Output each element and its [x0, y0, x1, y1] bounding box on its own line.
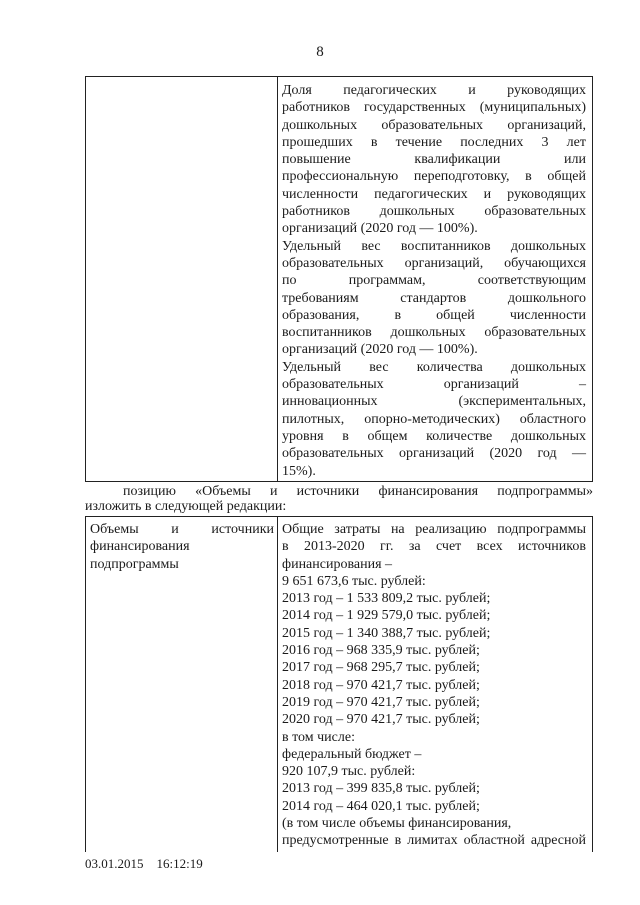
funding-table: [85, 516, 593, 852]
funding-text: [282, 521, 586, 850]
funding-position-label: [90, 521, 274, 573]
text-line: 2017 год – 968 295,7 тыс. рублей;: [282, 660, 480, 676]
indicators-table: [85, 76, 593, 482]
text-line: Объемы и источники: [90, 522, 274, 537]
text-line: работников государственных (муниципальных): [282, 100, 586, 116]
text-line: Общие затраты на реализацию подпрограммы: [282, 522, 586, 537]
text-line: инновационных (экспериментальных,: [282, 394, 586, 410]
text-line: 2013 год – 399 835,8 тыс. рублей;: [282, 781, 480, 797]
footer-date: 03.01.2015: [85, 856, 144, 871]
table-column-divider: [277, 517, 278, 852]
text-line: образовательных организаций (2020 год —: [282, 446, 586, 462]
page-number: 8: [316, 44, 324, 60]
text-line: 920 107,9 тыс. рублей:: [282, 764, 416, 780]
text-line: подпрограммы: [90, 556, 179, 572]
text-line: Удельный вес количества дошкольных: [282, 359, 586, 375]
text-line: воспитанников дошкольных образовательных: [282, 325, 586, 341]
text-line: повышение квалификации или: [282, 152, 586, 168]
amendment-intro-line-2: изложить в следующей редакции:: [85, 499, 287, 514]
text-line: организаций (2020 год — 100%).: [282, 342, 478, 358]
text-line: образовательных организаций, обучающихся: [282, 255, 586, 271]
text-line: 2016 год – 968 335,9 тыс. рублей;: [282, 643, 480, 659]
text-line: уровня в общем количестве дошкольных: [282, 428, 586, 444]
text-line: в том числе:: [282, 729, 355, 745]
text-line: пилотных, опорно-методических) областного: [282, 411, 586, 427]
text-line: 9 651 673,6 тыс. рублей:: [282, 573, 426, 589]
amendment-intro-line-1: позицию «Объемы и источники финансирования подпрограммы»: [123, 484, 593, 499]
indicators-text: [282, 82, 586, 480]
text-line: 2020 год – 970 421,7 тыс. рублей;: [282, 712, 480, 728]
text-line: в 2013-2020 гг. за счет всех источников: [282, 539, 586, 555]
text-line: федеральный бюджет –: [282, 746, 422, 762]
text-line: (в том числе объемы финансирования,: [282, 816, 512, 832]
text-line: образовательных организаций –: [282, 377, 586, 393]
text-line: Удельный вес воспитанников дошкольных: [282, 238, 586, 254]
text-line: 2018 год – 970 421,7 тыс. рублей;: [282, 677, 480, 693]
text-line: образования, в общей численности: [282, 307, 586, 323]
print-timestamp: [85, 856, 203, 872]
footer-time: 16:12:19: [156, 856, 203, 871]
text-line: предусмотренные в лимитах областной адресной: [282, 833, 586, 849]
text-line: по программам, соответствующим: [282, 273, 586, 289]
text-line: организаций (2020 год — 100%).: [282, 221, 478, 237]
text-line: 2019 год – 970 421,7 тыс. рублей;: [282, 694, 480, 710]
text-line: финансирования: [90, 539, 190, 555]
table-column-divider: [277, 77, 278, 481]
text-line: 15%).: [282, 463, 316, 479]
text-line: численности педагогических и руководящих: [282, 186, 586, 202]
text-line: 2014 год – 464 020,1 тыс. рублей;: [282, 798, 480, 814]
text-line: 2013 год – 1 533 809,2 тыс. рублей;: [282, 591, 491, 607]
amendment-intro: [85, 484, 593, 514]
text-line: профессиональную переподготовку, в общей: [282, 169, 586, 185]
text-line: Доля педагогических и руководящих: [282, 83, 586, 98]
text-line: финансирования –: [282, 556, 393, 572]
text-line: 2014 год – 1 929 579,0 тыс. рублей;: [282, 608, 491, 624]
text-line: работников дошкольных образовательных: [282, 204, 586, 220]
text-line: требованиям стандартов дошкольного: [282, 290, 586, 306]
text-line: 2015 год – 1 340 388,7 тыс. рублей;: [282, 625, 491, 641]
text-line: прошедших в течение последних 3 лет: [282, 134, 586, 150]
text-line: дошкольных образовательных организаций,: [282, 117, 586, 133]
